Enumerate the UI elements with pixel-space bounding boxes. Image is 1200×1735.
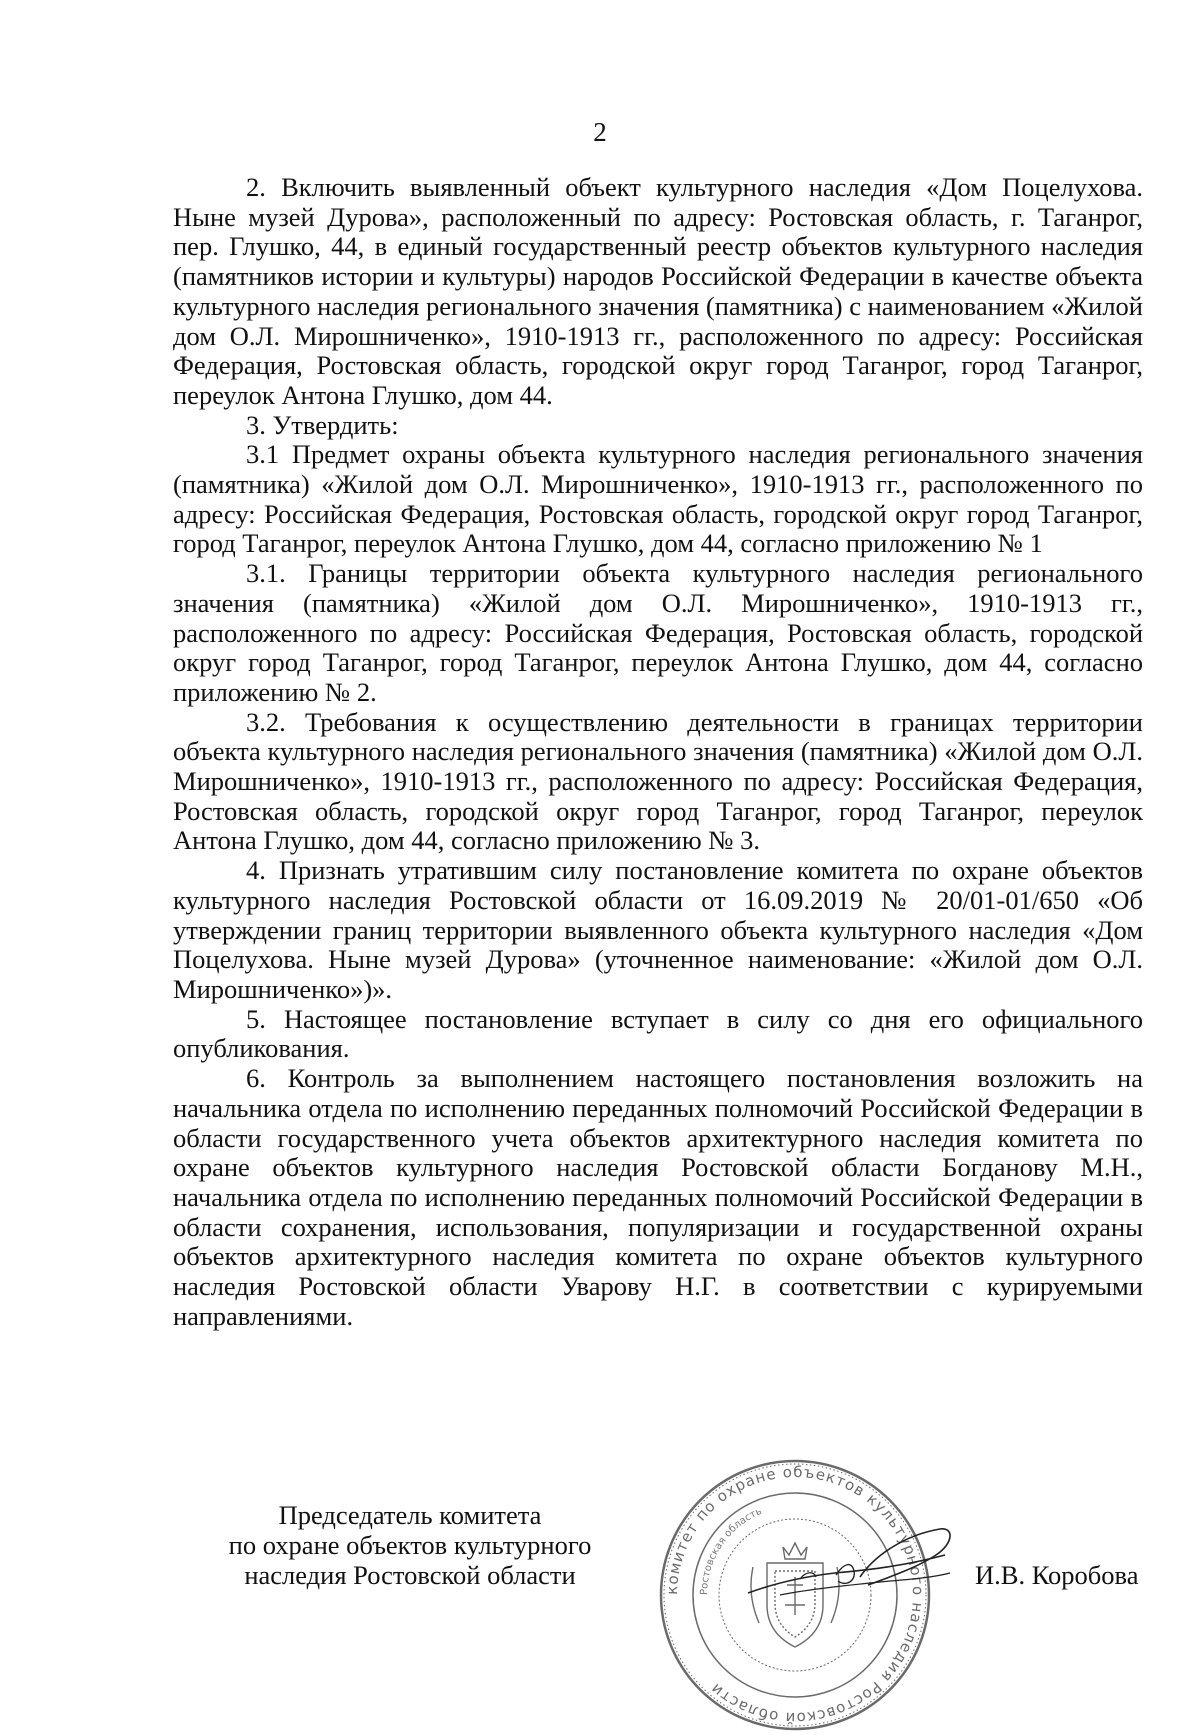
paragraph-3-1-boundaries: 3.1. Границы территории объекта культурного наследия регионального значения (памятника) «Жилой дом О.Л. Мирошниченко», 1910-1913 гг., расположенного по адресу: Российская Федерация, Ростовская область, городской округ город Таганрог, город Таганрог, переулок Антона Глушко, дом 44, согласно приложению № 2. [173,558,1143,707]
page-number: 2 [593,117,607,147]
paragraph-2: 2. Включить выявленный объект культурного наследия «Дом Поцелухова. Ныне музей Дурова», расположенный по адресу: Ростовская область, г. Таганрог, пер. Глушко, 44, в единый государственный реестр объектов культурного наследия (памятников истории и культуры) народов Российской Федерации в качестве объекта культурного наследия регионального значения (памятника) с наименованием «Жилой дом О.Л. Мирошниченко», 1910-1913 гг., расположенного по адресу: Российская Федерация, Ростовская область, городской округ город Таганрог, город Таганрог, переулок Антона Глушко, дом 44. [173,172,1143,410]
signatory-position-line: по охране объектов культурного [228,1530,592,1560]
paragraph-3-1-subject: 3.1 Предмет охраны объекта культурного наследия регионального значения (памятника) «Жилой дом О.Л. Мирошниченко», 1910-1913 гг., расположенного по адресу: Российская Федерация, Ростовская область, городской округ город Таганрог, город Таганрог, переулок Антона Глушко, дом 44, согласно приложению № 1 [173,439,1143,559]
signatory-name: И.В. Коробова [975,1560,1139,1590]
paragraph-3: 3. Утвердить: [246,409,399,440]
paragraph-3-2: 3.2. Требования к осуществлению деятельности в границах территории объекта культурного наследия регионального значения (памятника) «Жилой дом О.Л. Мирошниченко», 1910-1913 гг., расположенного по адресу: Российская Федерация, Ростовская область, городской округ город Таганрог, город Таганрог, переулок Антона Глушко, дом 44, согласно приложению № 3. [173,706,1143,856]
paragraph-4: 4. Признать утратившим силу постановление комитета по охране объектов культурного наследия Ростовской области от 16.09.2019 № 20/01-01/650 «Об утверждении границ территории выявленного объекта культурного наследия «Дом Поцелухова. Ныне музей Дурова» (уточненное наименование: «Жилой дом О.Л. Мирошниченко»)». [173,855,1143,1004]
document-body [173,173,1143,1331]
signatory-position-line: наследия Ростовской области [244,1560,576,1590]
paragraph-6: 6. Контроль за выполнением настоящего постановления возложить на начальника отдела по исполнению переданных полномочий Российской Федерации в области государственного учета объектов архитектурного наследия комитета по охране объектов культурного наследия Ростовской области Богданову М.Н., начальника отдела по исполнению переданных полномочий Российской Федерации в области сохранения, использования, популяризации и государственной охраны объектов архитектурного наследия комитета по охране объектов культурного наследия Ростовской области Уварову Н.Г. в соответствии с курируемыми направлениями. [173,1063,1143,1331]
handwritten-signature-icon [740,1515,960,1625]
svg-text:комитет по охране объектов кул: комитет по охране объектов культурного наследия Ростовской области [662,1462,928,1728]
svg-text:Ростовская область: Ростовская область [698,1505,764,1596]
paragraph-5: 5. Настоящее постановление вступает в силу со дня его официального опубликования. [173,1003,1143,1064]
signatory-position-line: Председатель комитета [278,1500,542,1530]
signatory-position [190,1500,630,1590]
